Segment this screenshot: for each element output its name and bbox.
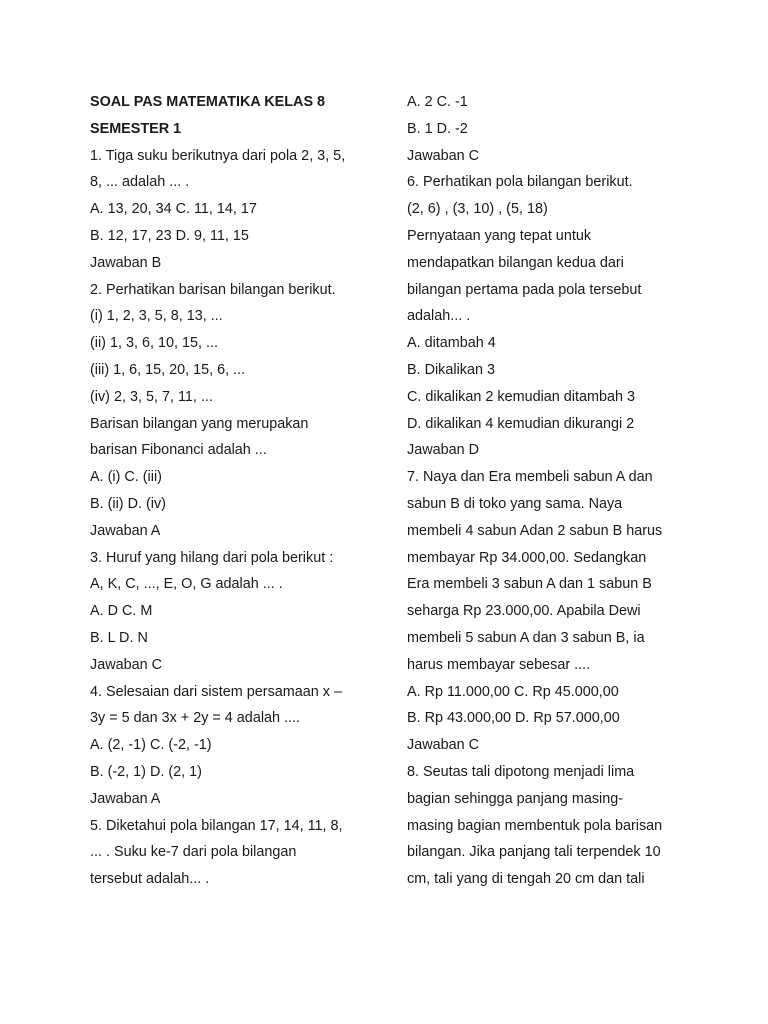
text-line: 1. Tiga suku berikutnya dari pola 2, 3, 5, [90, 147, 346, 164]
text-line: B. 1 D. -2 [407, 120, 468, 137]
text-line: membeli 4 sabun Adan 2 sabun B harus [407, 522, 663, 539]
right-text-column [407, 89, 707, 893]
text-line: A, K, C, ..., E, O, G adalah ... . [90, 576, 283, 593]
text-line: Jawaban C [407, 737, 479, 754]
document-heading-line: SOAL PAS MATEMATIKA KELAS 8 [90, 94, 326, 110]
text-line: (iii) 1, 6, 15, 20, 15, 6, ... [90, 361, 246, 378]
text-line: bagian sehingga panjang masing- [407, 790, 624, 807]
text-line: Pernyataan yang tepat untuk [407, 227, 592, 244]
text-line: Jawaban D [407, 442, 479, 459]
text-line: Jawaban C [407, 147, 479, 164]
text-line: 5. Diketahui pola bilangan 17, 14, 11, 8, [90, 817, 343, 834]
document-heading-line: SEMESTER 1 [90, 120, 182, 137]
text-line: (ii) 1, 3, 6, 10, 15, ... [90, 335, 218, 352]
text-line: ... . Suku ke-7 dari pola bilangan [90, 844, 297, 861]
text-line: (2, 6) , (3, 10) , (5, 18) [407, 201, 548, 218]
text-line: barisan Fibonanci adalah ... [90, 442, 267, 459]
text-line: A. ditambah 4 [407, 335, 496, 352]
text-line: bilangan pertama pada pola tersebut [407, 281, 642, 298]
text-line: mendapatkan bilangan kedua dari [407, 254, 624, 271]
text-line: A. Rp 11.000,00 C. Rp 45.000,00 [407, 683, 619, 700]
text-line: sabun B di toko yang sama. Naya [407, 495, 623, 512]
text-line: 3. Huruf yang hilang dari pola berikut : [90, 549, 334, 566]
text-line: membayar Rp 34.000,00. Sedangkan [407, 549, 647, 566]
text-line: 3y = 5 dan 3x + 2y = 4 adalah .... [90, 710, 301, 727]
text-line: A. 2 C. -1 [407, 94, 468, 110]
text-line: B. (-2, 1) D. (2, 1) [90, 763, 202, 780]
text-line: Jawaban B [90, 254, 162, 271]
text-line: B. Rp 43.000,00 D. Rp 57.000,00 [407, 710, 620, 727]
text-line: cm, tali yang di tengah 20 cm dan tali [407, 871, 645, 888]
text-line: 2. Perhatikan barisan bilangan berikut. [90, 281, 336, 298]
text-line: A. D C. M [90, 603, 153, 620]
text-line: tersebut adalah... . [90, 871, 210, 888]
text-line: A. (2, -1) C. (-2, -1) [90, 737, 212, 754]
text-line: B. Dikalikan 3 [407, 361, 495, 378]
text-line: Barisan bilangan yang merupakan [90, 415, 309, 432]
text-line: B. L D. N [90, 629, 148, 646]
text-line: harus membayar sebesar .... [407, 656, 591, 673]
text-line: masing bagian membentuk pola barisan [407, 817, 663, 834]
text-line: B. 12, 17, 23 D. 9, 11, 15 [90, 227, 249, 244]
text-line: adalah... . [407, 308, 471, 325]
text-line: 7. Naya dan Era membeli sabun A dan [407, 469, 653, 486]
text-line: membeli 5 sabun A dan 3 sabun B, ia [407, 629, 645, 646]
text-line: A. 13, 20, 34 C. 11, 14, 17 [90, 201, 257, 218]
text-line: Era membeli 3 sabun A dan 1 sabun B [407, 576, 652, 593]
text-line: C. dikalikan 2 kemudian ditambah 3 [407, 388, 635, 405]
text-line: Jawaban C [90, 656, 162, 673]
text-line: B. (ii) D. (iv) [90, 495, 166, 512]
text-line: bilangan. Jika panjang tali terpendek 10 [407, 844, 661, 861]
text-line: 8, ... adalah ... . [90, 174, 190, 191]
text-line: 4. Selesaian dari sistem persamaan x – [90, 683, 342, 700]
text-line: D. dikalikan 4 kemudian dikurangi 2 [407, 415, 635, 432]
text-line: (i) 1, 2, 3, 5, 8, 13, ... [90, 308, 223, 325]
text-line: seharga Rp 23.000,00. Apabila Dewi [407, 603, 641, 620]
text-line: 6. Perhatikan pola bilangan berikut. [407, 174, 633, 191]
text-line: Jawaban A [90, 522, 161, 539]
text-line: A. (i) C. (iii) [90, 469, 162, 486]
text-line: 8. Seutas tali dipotong menjadi lima [407, 763, 635, 780]
text-line: Jawaban A [90, 790, 161, 807]
text-line: (iv) 2, 3, 5, 7, 11, ... [90, 388, 213, 405]
left-text-column [90, 89, 380, 893]
